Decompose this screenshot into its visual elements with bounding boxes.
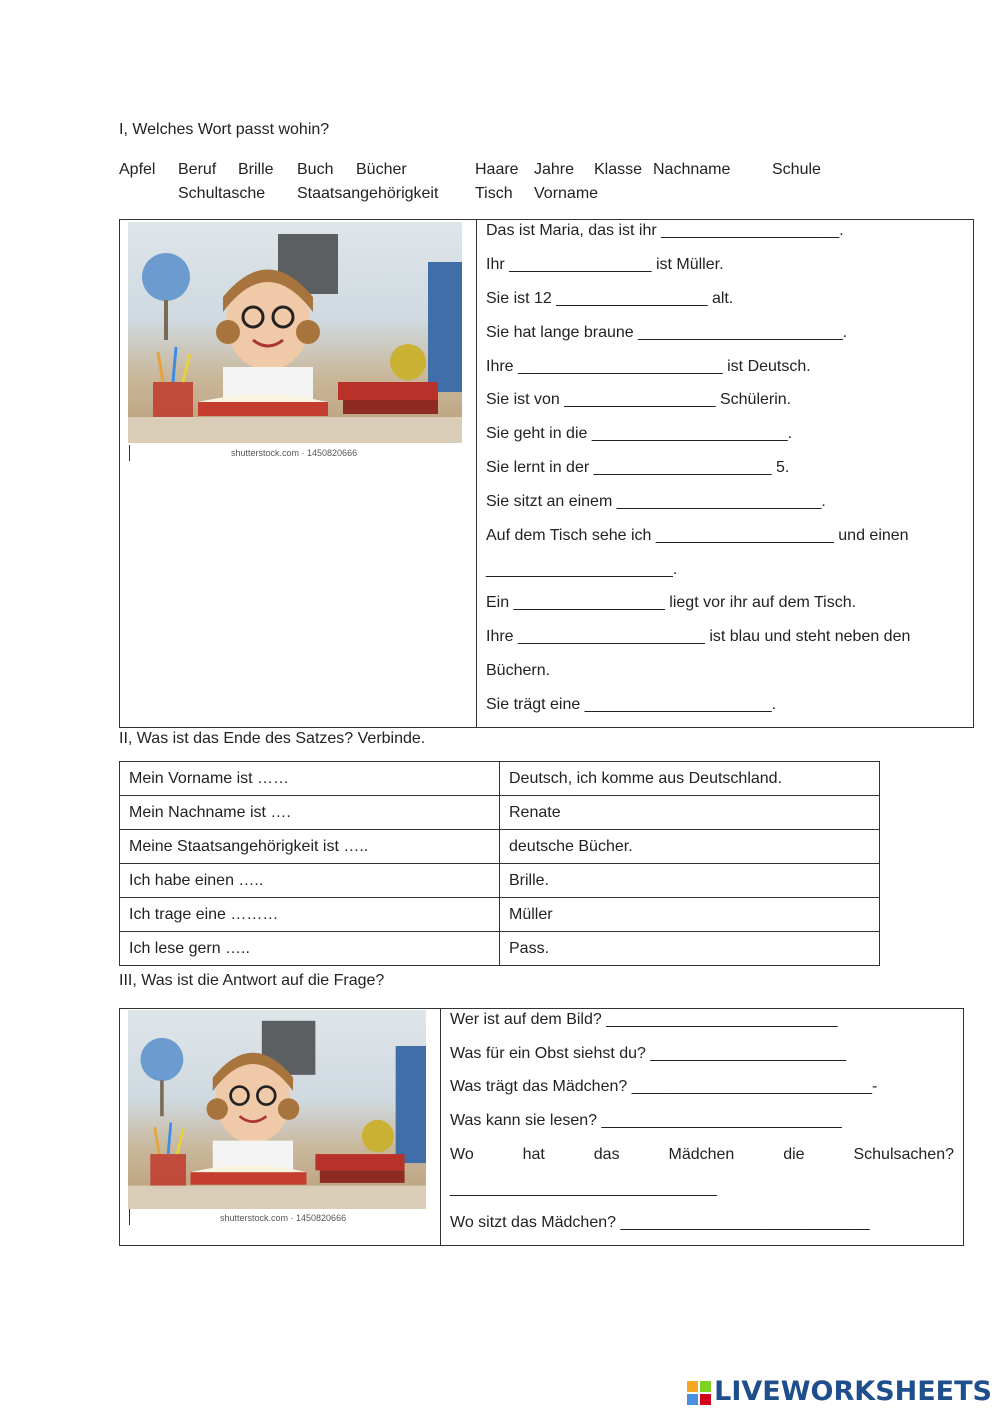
question-5-answer-blank[interactable]: ______________________________: [450, 1180, 717, 1197]
word-klasse[interactable]: Klasse: [594, 161, 643, 178]
word-buch[interactable]: Buch: [297, 161, 334, 178]
photo-girl-at-desk: [128, 222, 462, 443]
word-nachname[interactable]: Nachname: [653, 161, 731, 178]
sentence-10-continued[interactable]: _____________________.: [486, 561, 678, 578]
section-1-table: [119, 219, 974, 728]
table-row: [120, 762, 880, 796]
sentence-8[interactable]: Sie lernt in der ____________________ 5.: [486, 459, 790, 476]
sentence-end[interactable]: Müller: [500, 898, 880, 932]
section-1-image-cell: [120, 220, 477, 728]
word-vorname[interactable]: Vorname: [534, 185, 599, 202]
sentence-12-continued: Büchern.: [486, 662, 551, 679]
word-buecher[interactable]: Bücher: [356, 161, 407, 178]
sentence-2[interactable]: Ihr ________________ ist Müller.: [486, 256, 724, 273]
photo-illustration: [128, 1010, 426, 1209]
sentence-end[interactable]: Renate: [500, 796, 880, 830]
word-haare[interactable]: Haare: [475, 161, 519, 178]
question-5-word: Schulsachen?: [853, 1146, 954, 1163]
word-apfel[interactable]: Apfel: [119, 161, 156, 178]
table-row: [120, 898, 880, 932]
sentence-7[interactable]: Sie geht in die ______________________.: [486, 425, 793, 442]
question-5-word: hat: [522, 1146, 545, 1163]
section-1-heading: I, Welches Wort passt wohin?: [119, 121, 330, 138]
section-3-table: [119, 1008, 964, 1246]
question-5: [450, 1146, 954, 1164]
table-row: [120, 864, 880, 898]
photo-illustration: [128, 222, 462, 443]
question-5-word: Mädchen: [668, 1146, 735, 1163]
sentence-start[interactable]: Ich trage eine ………: [120, 898, 500, 932]
question-6[interactable]: Wo sitzt das Mädchen? ____________________________: [450, 1214, 870, 1231]
text-cursor: [129, 445, 130, 461]
word-jahre[interactable]: Jahre: [534, 161, 575, 178]
sentence-end[interactable]: Pass.: [500, 932, 880, 966]
question-5-word: die: [783, 1146, 805, 1163]
section-3-image-cell: [120, 1009, 441, 1246]
section-3-heading: III, Was ist die Antwort auf die Frage?: [119, 972, 385, 989]
question-2[interactable]: Was für ein Obst siehst du? ______________________: [450, 1045, 847, 1062]
matching-table: [119, 761, 880, 966]
photo-credit: shutterstock.com · 1450820666: [220, 1213, 347, 1223]
liveworksheets-logo[interactable]: [687, 1376, 992, 1407]
table-row: [120, 796, 880, 830]
word-beruf[interactable]: Beruf: [178, 161, 217, 178]
text-cursor: [129, 1209, 130, 1225]
sentence-3[interactable]: Sie ist 12 _________________ alt.: [486, 290, 734, 307]
sentence-end[interactable]: Brille.: [500, 864, 880, 898]
sentence-start[interactable]: Mein Vorname ist ……: [120, 762, 500, 796]
word-brille[interactable]: Brille: [238, 161, 274, 178]
liveworksheets-logo-text: LIVEWORKSHEETS: [714, 1376, 992, 1407]
sentence-end[interactable]: deutsche Bücher.: [500, 830, 880, 864]
sentence-12[interactable]: Ihre _____________________ ist blau und steht neben den: [486, 628, 911, 645]
word-schule[interactable]: Schule: [772, 161, 821, 178]
liveworksheets-logo-icon: [687, 1381, 711, 1405]
word-staatsangehoerigkeit[interactable]: Staatsangehörigkeit: [297, 185, 439, 202]
question-5-word: das: [593, 1146, 620, 1163]
sentence-1[interactable]: Das ist Maria, das ist ihr ____________________.: [486, 222, 844, 239]
sentence-4[interactable]: Sie hat lange braune _______________________.: [486, 324, 848, 341]
sentence-end[interactable]: Deutsch, ich komme aus Deutschland.: [500, 762, 880, 796]
sentence-13[interactable]: Sie trägt eine _____________________.: [486, 696, 777, 713]
question-5-word: Wo: [450, 1146, 474, 1163]
table-row: [120, 932, 880, 966]
section-2-heading: II, Was ist das Ende des Satzes? Verbinde.: [119, 730, 426, 747]
sentence-start[interactable]: Meine Staatsangehörigkeit ist …..: [120, 830, 500, 864]
word-tisch[interactable]: Tisch: [475, 185, 513, 202]
word-schultasche[interactable]: Schultasche: [178, 185, 266, 202]
table-row: [120, 830, 880, 864]
sentence-start[interactable]: Ich habe einen …..: [120, 864, 500, 898]
sentence-5[interactable]: Ihre _______________________ ist Deutsch.: [486, 358, 811, 375]
question-1[interactable]: Wer ist auf dem Bild? __________________________: [450, 1011, 838, 1028]
photo-credit: shutterstock.com · 1450820666: [231, 448, 358, 458]
question-4[interactable]: Was kann sie lesen? ___________________________: [450, 1112, 842, 1129]
question-3[interactable]: Was trägt das Mädchen? ___________________________-: [450, 1078, 878, 1095]
section-1-sentences-cell: [477, 220, 974, 728]
photo-girl-at-desk: [128, 1010, 426, 1209]
sentence-9[interactable]: Sie sitzt an einem _______________________.: [486, 493, 826, 510]
sentence-10[interactable]: Auf dem Tisch sehe ich ____________________ und einen: [486, 527, 909, 544]
section-3-questions-cell: [441, 1009, 964, 1246]
sentence-11[interactable]: Ein _________________ liegt vor ihr auf dem Tisch.: [486, 594, 857, 611]
sentence-6[interactable]: Sie ist von _________________ Schülerin.: [486, 391, 792, 408]
sentence-start[interactable]: Mein Nachname ist ….: [120, 796, 500, 830]
sentence-start[interactable]: Ich lese gern …..: [120, 932, 500, 966]
